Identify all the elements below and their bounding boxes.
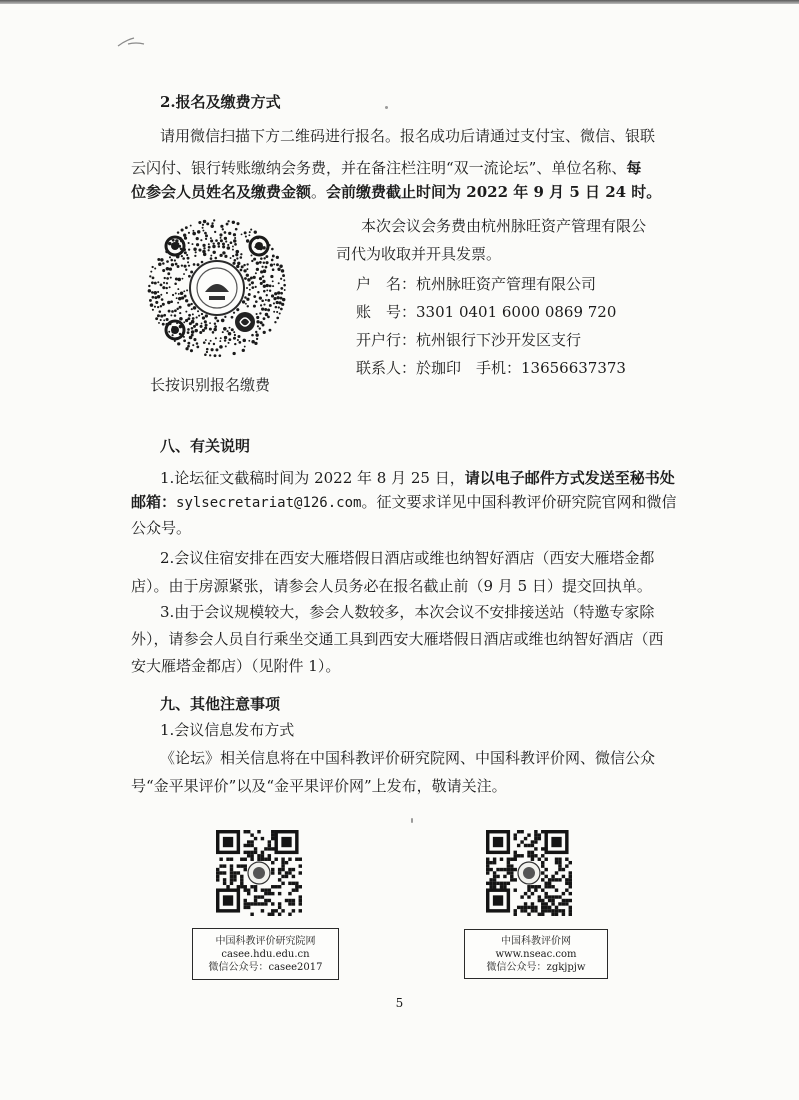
section-heading-notes: 八、有关说明 [160,437,251,455]
email-link[interactable]: sylsecretariat@126.com [176,495,362,511]
text-run-bold: 位参会人员姓名及缴费金额 [131,183,312,201]
qr-info-box-right [464,929,608,979]
text-run-bold: 请以电子邮件方式发送至秘书处 [464,469,675,487]
scan-dot [385,106,388,109]
text-run-bold: 会前缴费截止时间为 2022 年 9 月 5 日 24 时。 [326,183,662,201]
text-run: 。征文要求详见中国科教评价研究院官网和微信 [361,493,677,511]
subheading: 1.会议信息发布方式 [160,721,295,739]
paragraph-line [131,158,641,178]
section-heading-registration: 2.报名及缴费方式 [160,93,281,111]
paragraph-line: 3.由于会议规模较大，参会人数较多，本次会议不安排接送站（特邀专家除 [160,603,655,621]
scan-edge [0,0,799,4]
bank-name: 开户行：杭州银行下沙开发区支行 [356,331,582,349]
invoice-note: 本次会议会务费由杭州脉旺资产管理有限公 [361,217,647,235]
site-url: casee.hdu.edu.cn [221,948,310,960]
paragraph-line: 店）。由于房源紧张，请参会人员务必在报名截止前（9 月 5 日）提交回执单。 [131,577,652,595]
paragraph-line: 2.会议住宿安排在西安大雁塔假日酒店或维也纳智好酒店（西安大雁塔金都 [160,549,655,567]
scan-dot [411,818,413,823]
paragraph-line: 外），请参会人员自行乘坐交通工具到西安大雁塔假日酒店或维也纳智好酒店（西 [131,630,664,648]
invoice-note: 司代为收取并开具发票。 [336,245,502,263]
contact-info: 联系人：於珈印 手机：13656637373 [356,359,626,377]
paragraph-line: 公众号。 [131,519,192,537]
site-name: 中国科教评价网 [501,935,571,947]
paragraph-line: 《论坛》相关信息将在中国科教评价研究院网、中国科教评价网、微信公众 [160,749,656,767]
wechat-account: 微信公众号：zgkjpjw [486,961,586,973]
text-run: 1.论坛征文截稿时间为 2022 年 8 月 25 日， [160,469,465,487]
pen-stroke-mark [116,32,152,50]
qr-code-casee[interactable] [216,830,302,916]
paragraph-line [160,468,675,488]
qr-caption: 长按识别报名缴费 [150,376,271,394]
text-run-bold: 邮箱： [131,493,177,511]
text-run-bold: 每 [626,159,642,177]
page-number: 5 [395,996,404,1010]
text-run: 云闪付、银行转账缴纳会务费，并在备注栏注明“双一流论坛”、单位名称、 [131,159,627,177]
account-number: 账 号：3301 0401 6000 0869 720 [356,303,617,321]
qr-code-nseac[interactable] [486,830,572,916]
paragraph-line: 安大雁塔金都店）（见附件 1）。 [131,657,341,675]
qr-info-box-left [192,928,339,980]
paragraph-line: 请用微信扫描下方二维码进行报名。报名成功后请通过支付宝、微信、银联 [160,127,656,145]
site-name: 中国科教评价研究院网 [215,935,316,947]
section-heading-other: 九、其他注意事项 [160,695,281,713]
wechat-account: 微信公众号：casee2017 [208,961,323,973]
paragraph-line: 号“金平果评价”以及“金平果评价网”上发布，敬请关注。 [131,777,507,795]
account-name: 户 名：杭州脉旺资产管理有限公司 [356,275,597,293]
paragraph-line [131,182,661,202]
registration-qr-code[interactable] [147,218,287,358]
paragraph-line [131,492,676,513]
text-run: 。 [311,183,327,201]
site-url: www.nseac.com [495,948,577,960]
